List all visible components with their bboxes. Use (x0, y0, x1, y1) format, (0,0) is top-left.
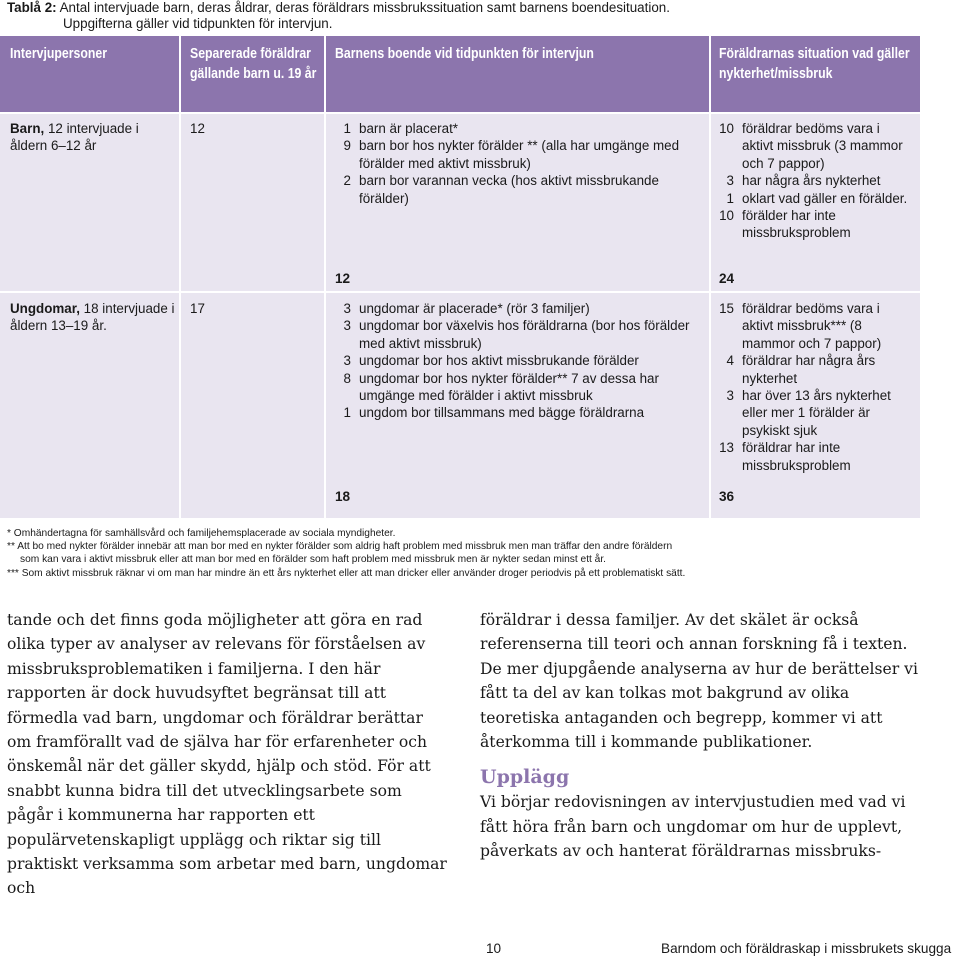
housing-total: 12 (335, 271, 351, 286)
column-divider (324, 114, 326, 518)
group-description: 12 intervjuade i åldern 6–12 år (10, 121, 139, 154)
footnote: * Omhändertagna för samhällsvård och familjehemsplacerade av sociala myndigheter. (7, 528, 396, 539)
caption-line-2: Uppgifterna gäller vid tidpunkten för intervjun. (63, 16, 333, 31)
page-number: 10 (486, 941, 502, 956)
separated-count: 12 (190, 121, 205, 136)
list-item: 3 ungdomar bor hos aktivt missbrukande förälder (343, 353, 639, 369)
header-separated-parents: Separerade föräldrar gällande barn u. 19 år (190, 46, 317, 82)
section-heading: Upplägg (480, 766, 570, 789)
footnote-continuation: som kan vara i aktivt missbruk eller att man bor med en förälder som haft problem med missbruk men är nykter sedan minst ett år. (20, 554, 607, 566)
list-item: 3 har över 13 års nykterhet eller mer 1 förälder är psykiskt sjuk (726, 388, 891, 438)
list-item: 15 föräldrar bedöms vara i aktivt missbruk*** (8 mammor och 7 pappor) (719, 301, 882, 351)
parent-situation-list (718, 300, 914, 474)
parents-total: 36 (719, 489, 735, 504)
housing-list (335, 300, 697, 422)
table-footnotes (7, 527, 947, 580)
header-divider (709, 36, 711, 112)
list-item: 10 föräldrar bedöms vara i aktivt missbruk (3 mammor och 7 pappor) (719, 121, 903, 171)
caption-label: Tablå 2: (7, 0, 57, 15)
table-row-youth-group (10, 300, 176, 335)
header-housing: Barnens boende vid tidpunkten för intervjun (335, 46, 594, 62)
list-item: 3 har några års nykterhet (726, 173, 881, 189)
list-item: 9 barn bor hos nykter förälder ** (alla har umgänge med förälder med aktivt missbruk) (343, 138, 680, 171)
separated-count: 17 (190, 301, 205, 316)
footnote: *** Som aktivt missbruk räknar vi om man har mindre än ett års nykterhet eller att man dricker eller använder droger periodvis på ett problematiskt sätt. (7, 567, 686, 579)
header-parent-situation: Föräldrarnas situation vad gäller nykterhet/missbruk (719, 46, 910, 82)
list-item: 1 ungdom bor tillsammans med bägge föräldrarna (343, 405, 645, 421)
list-item: 3 ungdomar bor växelvis hos föräldrarna (bor hos förälder med aktivt missbruk) (343, 318, 690, 351)
list-item: 4 föräldrar har några års nykterhet (726, 353, 876, 386)
list-item: 1 barn är placerat* (343, 121, 458, 136)
table-caption (7, 0, 947, 32)
header-divider (179, 36, 181, 112)
body-column-left (7, 608, 447, 901)
group-label: Barn, (10, 121, 45, 136)
caption-line-1: Antal intervjuade barn, deras åldrar, deras föräldrars missbrukssituation samt barnens boendesituation. (59, 0, 670, 15)
row-divider (0, 291, 920, 293)
running-title: Barndom och föräldraskap i missbrukets skugga (661, 941, 952, 956)
body-paragraph: Vi börjar redovisningen av intervjustudien med vad vi fått höra från barn och ungdomar om hur de upplevt, påverkats av och hanterat föräldrarnas missbruks- (480, 793, 906, 861)
list-item: 2 barn bor varannan vecka (hos aktivt missbrukande förälder) (343, 173, 659, 206)
list-item: 1 oklart vad gäller en förälder. (726, 190, 908, 206)
footnote: ** Att bo med nykter förälder innebär att man bor med en nykter förälder som aldrig haft problem med missbruk men man träffar den andre föräldern (7, 541, 673, 553)
table-row-children-group (10, 120, 170, 155)
body-column-right (480, 608, 924, 864)
housing-list (335, 120, 695, 207)
body-paragraph: föräldrar i dessa familjer. Av det skälet är också referenserna till teori och annan forskning få i texten. De mer djupgående analyserna av hur de berättelser vi fått ta del av kan tolkas mot bakgrund av olika teoretiska antaganden och begrepp, kommer vi att återkomma till i kommande publikationer. (480, 611, 918, 752)
housing-total: 18 (335, 489, 351, 504)
list-item: 8 ungdomar bor hos nykter förälder** 7 av dessa har umgänge med förälder i aktivt missbruk (343, 370, 659, 404)
header-divider (324, 36, 326, 112)
group-description: 18 intervjuade i åldern 13–19 år. (10, 301, 175, 334)
column-divider (709, 114, 711, 518)
list-item: 13 föräldrar har inte missbruksproblem (719, 440, 851, 473)
list-item: 10 förälder har inte missbruksproblem (719, 208, 851, 241)
header-interviewees: Intervjupersoner (10, 46, 108, 62)
parent-situation-list (718, 120, 908, 242)
group-label: Ungdomar, (10, 301, 80, 316)
parents-total: 24 (719, 271, 735, 286)
column-divider (179, 114, 181, 518)
body-paragraph: tande och det finns goda möjligheter att göra en rad olika typer av analyser av relevans för förståelsen av missbruksproblematiken i familjerna. I den här rapporten är dock huvudsyftet begränsat till att förmedla vad barn, ungdomar och föräldrar berättar om framförallt vad de själva har för erfarenheter och önskemål när det gäller skydd, hjälp och stöd. För att snabbt kunna bidra till det utvecklingsarbete som pågår i kommunerna har rapporten ett populärvetenskapligt upplägg och riktar sig till praktiskt verksamma som arbetar med barn, ungdomar och (7, 611, 447, 898)
list-item: 3 ungdomar är placerade* (rör 3 familjer) (343, 301, 590, 316)
